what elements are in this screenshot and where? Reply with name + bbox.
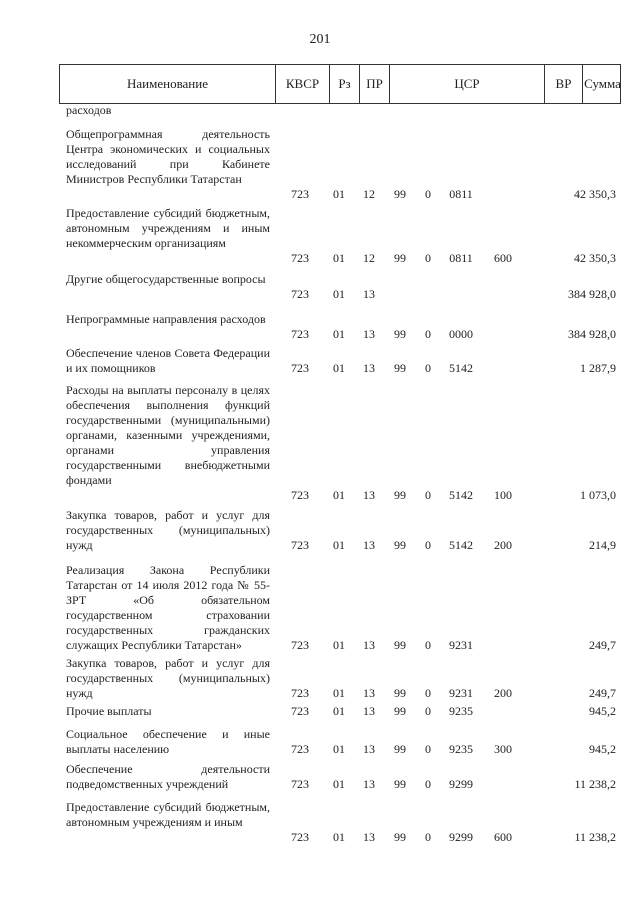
cell-rz: 01 <box>333 638 345 652</box>
header-sum: Сумма <box>582 65 622 103</box>
cell-c1: 99 <box>394 187 406 201</box>
cell-sum: 384 928,0 <box>568 287 616 301</box>
header-pr: ПР <box>359 65 389 103</box>
row-name: Непрограммные направления расходов <box>66 312 266 326</box>
cell-rz: 01 <box>333 538 345 552</box>
header-vr: ВР <box>544 65 582 103</box>
cell-rz: 01 <box>333 830 345 844</box>
cell-c2: 0 <box>425 704 431 718</box>
header-kvsr: КВСР <box>275 65 329 103</box>
cell-vr: 100 <box>494 488 512 502</box>
cell-kvsr: 723 <box>291 686 309 700</box>
cell-sum: 11 238,2 <box>574 830 616 844</box>
cell-c2: 0 <box>425 488 431 502</box>
cell-c3: 9235 <box>449 704 473 718</box>
cell-c1: 99 <box>394 704 406 718</box>
cell-c1: 99 <box>394 830 406 844</box>
page-number: 201 <box>309 32 331 47</box>
cell-c1: 99 <box>394 686 406 700</box>
cell-c3: 9299 <box>449 830 473 844</box>
cell-kvsr: 723 <box>291 361 309 375</box>
cell-c1: 99 <box>394 327 406 341</box>
cell-c2: 0 <box>425 187 431 201</box>
cell-sum: 1 073,0 <box>580 488 616 502</box>
cell-c3: 9231 <box>449 638 473 652</box>
row-name: расходов <box>66 103 112 117</box>
cell-kvsr: 723 <box>291 638 309 652</box>
cell-sum: 42 350,3 <box>574 187 616 201</box>
cell-pr: 13 <box>363 638 375 652</box>
header-csr: ЦСР <box>389 65 544 103</box>
row-name: Общепрограммная деятельность Центра экономических и социальных исследований при Кабинете Министров Республики Татарстан <box>66 127 270 186</box>
row-name: Обеспечение деятельности подведомственных учреждений <box>66 762 270 791</box>
row-name: Предоставление субсидий бюджетным, автономным учреждениям и иным некоммерческим организациям <box>66 206 270 250</box>
cell-pr: 13 <box>363 361 375 375</box>
cell-sum: 945,2 <box>589 704 616 718</box>
cell-rz: 01 <box>333 704 345 718</box>
row-name: Социальное обеспечение и иные выплаты населению <box>66 727 270 756</box>
cell-c2: 0 <box>425 686 431 700</box>
cell-kvsr: 723 <box>291 488 309 502</box>
cell-c1: 99 <box>394 742 406 756</box>
cell-c3: 5142 <box>449 538 473 552</box>
cell-c1: 99 <box>394 251 406 265</box>
cell-kvsr: 723 <box>291 327 309 341</box>
cell-rz: 01 <box>333 686 345 700</box>
cell-pr: 13 <box>363 686 375 700</box>
cell-rz: 01 <box>333 488 345 502</box>
cell-vr: 600 <box>494 251 512 265</box>
cell-sum: 1 287,9 <box>580 361 616 375</box>
cell-c3: 5142 <box>449 488 473 502</box>
cell-rz: 01 <box>333 187 345 201</box>
cell-c2: 0 <box>425 638 431 652</box>
row-name: Предоставление субсидий бюджетным, автономным учреждениям и иным <box>66 800 270 829</box>
cell-pr: 12 <box>363 187 375 201</box>
cell-rz: 01 <box>333 251 345 265</box>
cell-sum: 214,9 <box>589 538 616 552</box>
cell-c1: 99 <box>394 777 406 791</box>
cell-kvsr: 723 <box>291 830 309 844</box>
cell-pr: 13 <box>363 287 375 301</box>
row-name: Обеспечение членов Совета Федерации и их помощников <box>66 346 270 375</box>
row-name: Закупка товаров, работ и услуг для государственных (муниципальных) нужд <box>66 656 270 700</box>
cell-rz: 01 <box>333 327 345 341</box>
cell-kvsr: 723 <box>291 187 309 201</box>
cell-pr: 13 <box>363 704 375 718</box>
cell-pr: 13 <box>363 327 375 341</box>
cell-vr: 200 <box>494 538 512 552</box>
cell-kvsr: 723 <box>291 287 309 301</box>
cell-c2: 0 <box>425 742 431 756</box>
cell-sum: 384 928,0 <box>568 327 616 341</box>
cell-c3: 0811 <box>449 187 473 201</box>
cell-c2: 0 <box>425 777 431 791</box>
cell-vr: 600 <box>494 830 512 844</box>
cell-c3: 0000 <box>449 327 473 341</box>
header-name: Наименование <box>127 76 208 91</box>
header-rz: Рз <box>329 65 359 103</box>
cell-c1: 99 <box>394 638 406 652</box>
cell-rz: 01 <box>333 742 345 756</box>
cell-c1: 99 <box>394 538 406 552</box>
cell-c2: 0 <box>425 327 431 341</box>
cell-sum: 11 238,2 <box>574 777 616 791</box>
cell-pr: 13 <box>363 742 375 756</box>
row-name: Расходы на выплаты персоналу в целях обеспечения выполнения функций государственными (муниципальными) органами, казенными учреждениями, органами управления государственными внебюджетными фондами <box>66 383 270 487</box>
cell-kvsr: 723 <box>291 704 309 718</box>
row-name: Другие общегосударственные вопросы <box>66 272 266 286</box>
cell-c3: 9299 <box>449 777 473 791</box>
cell-c3: 9231 <box>449 686 473 700</box>
cell-pr: 12 <box>363 251 375 265</box>
cell-sum: 945,2 <box>589 742 616 756</box>
cell-c3: 0811 <box>449 251 473 265</box>
cell-sum: 249,7 <box>589 686 616 700</box>
cell-c2: 0 <box>425 251 431 265</box>
cell-rz: 01 <box>333 361 345 375</box>
cell-c3: 9235 <box>449 742 473 756</box>
cell-c2: 0 <box>425 538 431 552</box>
row-name: Реализация Закона Республики Татарстан от 14 июля 2012 года № 55-ЗРТ «Об обязательном государственном страховании государственных гражданских служащих Республики Татарстан» <box>66 563 270 652</box>
row-name: Прочие выплаты <box>66 704 152 718</box>
cell-c3: 5142 <box>449 361 473 375</box>
cell-c1: 99 <box>394 488 406 502</box>
cell-kvsr: 723 <box>291 251 309 265</box>
cell-pr: 13 <box>363 488 375 502</box>
cell-pr: 13 <box>363 538 375 552</box>
cell-sum: 42 350,3 <box>574 251 616 265</box>
cell-rz: 01 <box>333 777 345 791</box>
row-name: Закупка товаров, работ и услуг для государственных (муниципальных) нужд <box>66 508 270 552</box>
cell-c1: 99 <box>394 361 406 375</box>
cell-kvsr: 723 <box>291 777 309 791</box>
cell-pr: 13 <box>363 777 375 791</box>
cell-pr: 13 <box>363 830 375 844</box>
cell-kvsr: 723 <box>291 742 309 756</box>
cell-vr: 300 <box>494 742 512 756</box>
cell-rz: 01 <box>333 287 345 301</box>
cell-c2: 0 <box>425 830 431 844</box>
table-header <box>59 64 621 104</box>
cell-kvsr: 723 <box>291 538 309 552</box>
cell-c2: 0 <box>425 361 431 375</box>
cell-vr: 200 <box>494 686 512 700</box>
cell-sum: 249,7 <box>589 638 616 652</box>
